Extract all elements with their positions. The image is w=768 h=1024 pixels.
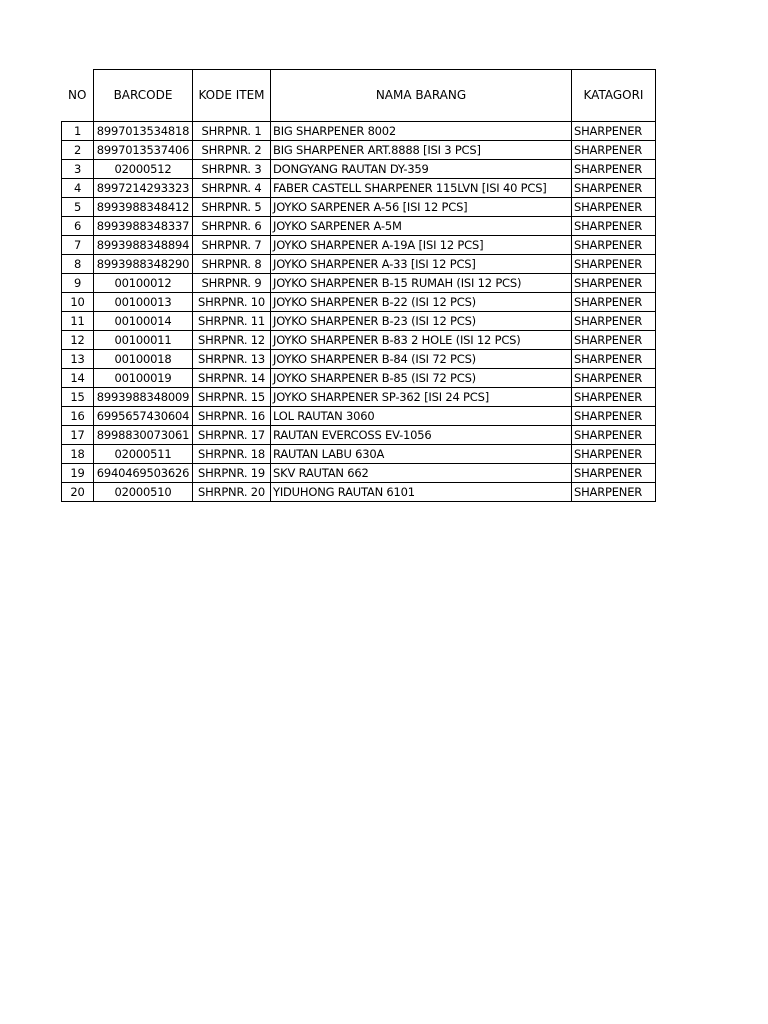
cell-kode-item: SHRPNR. 18 [193, 445, 271, 464]
table-row [62, 445, 656, 464]
cell-katagori: SHARPENER [572, 350, 656, 369]
cell-barcode: 6940469503626 [94, 464, 193, 483]
table-row [62, 255, 656, 274]
cell-no: 2 [62, 141, 94, 160]
cell-barcode: 00100011 [94, 331, 193, 350]
cell-nama-barang: JOYKO SARPENER A-5M [271, 217, 572, 236]
cell-no: 14 [62, 369, 94, 388]
cell-katagori: SHARPENER [572, 483, 656, 502]
table-row [62, 426, 656, 445]
cell-barcode: 8997013537406 [94, 141, 193, 160]
cell-nama-barang: JOYKO SHARPENER B-84 (ISI 72 PCS) [271, 350, 572, 369]
cell-nama-barang: RAUTAN EVERCOSS EV-1056 [271, 426, 572, 445]
cell-no: 6 [62, 217, 94, 236]
cell-barcode: 00100012 [94, 274, 193, 293]
cell-barcode: 00100019 [94, 369, 193, 388]
table-row [62, 312, 656, 331]
table-row [62, 369, 656, 388]
cell-barcode: 00100013 [94, 293, 193, 312]
cell-nama-barang: JOYKO SHARPENER B-83 2 HOLE (ISI 12 PCS) [271, 331, 572, 350]
cell-katagori: SHARPENER [572, 293, 656, 312]
cell-nama-barang: JOYKO SHARPENER B-85 (ISI 72 PCS) [271, 369, 572, 388]
header-no: NO [62, 70, 94, 122]
cell-barcode: 00100014 [94, 312, 193, 331]
cell-nama-barang: FABER CASTELL SHARPENER 115LVN [ISI 40 PCS] [271, 179, 572, 198]
table-row [62, 141, 656, 160]
cell-kode-item: SHRPNR. 12 [193, 331, 271, 350]
cell-kode-item: SHRPNR. 13 [193, 350, 271, 369]
cell-katagori: SHARPENER [572, 464, 656, 483]
table-row [62, 217, 656, 236]
cell-nama-barang: JOYKO SHARPENER A-19A [ISI 12 PCS] [271, 236, 572, 255]
cell-kode-item: SHRPNR. 11 [193, 312, 271, 331]
cell-nama-barang: LOL RAUTAN 3060 [271, 407, 572, 426]
table-row [62, 198, 656, 217]
cell-nama-barang: RAUTAN LABU 630A [271, 445, 572, 464]
cell-no: 20 [62, 483, 94, 502]
table-row [62, 293, 656, 312]
cell-barcode: 02000510 [94, 483, 193, 502]
cell-kode-item: SHRPNR. 5 [193, 198, 271, 217]
cell-nama-barang: JOYKO SHARPENER B-22 (ISI 12 PCS) [271, 293, 572, 312]
cell-no: 19 [62, 464, 94, 483]
cell-no: 17 [62, 426, 94, 445]
cell-barcode: 8993988348290 [94, 255, 193, 274]
cell-no: 11 [62, 312, 94, 331]
cell-katagori: SHARPENER [572, 369, 656, 388]
cell-no: 7 [62, 236, 94, 255]
table-row [62, 483, 656, 502]
table-row [62, 122, 656, 141]
cell-no: 18 [62, 445, 94, 464]
cell-kode-item: SHRPNR. 10 [193, 293, 271, 312]
table-body [62, 70, 656, 502]
cell-katagori: SHARPENER [572, 426, 656, 445]
header-nama-barang: NAMA BARANG [271, 70, 572, 122]
table-row [62, 407, 656, 426]
table-row [62, 179, 656, 198]
cell-katagori: SHARPENER [572, 331, 656, 350]
cell-katagori: SHARPENER [572, 388, 656, 407]
cell-kode-item: SHRPNR. 8 [193, 255, 271, 274]
cell-nama-barang: DONGYANG RAUTAN DY-359 [271, 160, 572, 179]
cell-nama-barang: JOYKO SARPENER A-56 [ISI 12 PCS] [271, 198, 572, 217]
cell-no: 13 [62, 350, 94, 369]
table-header-row [62, 70, 656, 122]
cell-kode-item: SHRPNR. 3 [193, 160, 271, 179]
cell-nama-barang: JOYKO SHARPENER A-33 [ISI 12 PCS] [271, 255, 572, 274]
cell-kode-item: SHRPNR. 16 [193, 407, 271, 426]
cell-barcode: 02000511 [94, 445, 193, 464]
table-row [62, 388, 656, 407]
cell-katagori: SHARPENER [572, 141, 656, 160]
table-row [62, 331, 656, 350]
cell-no: 5 [62, 198, 94, 217]
cell-barcode: 8997214293323 [94, 179, 193, 198]
cell-nama-barang: JOYKO SHARPENER SP-362 [ISI 24 PCS] [271, 388, 572, 407]
cell-no: 9 [62, 274, 94, 293]
cell-nama-barang: BIG SHARPENER ART.8888 [ISI 3 PCS] [271, 141, 572, 160]
cell-barcode: 8997013534818 [94, 122, 193, 141]
cell-katagori: SHARPENER [572, 445, 656, 464]
cell-kode-item: SHRPNR. 1 [193, 122, 271, 141]
cell-nama-barang: JOYKO SHARPENER B-23 (ISI 12 PCS) [271, 312, 572, 331]
cell-kode-item: SHRPNR. 15 [193, 388, 271, 407]
cell-barcode: 8993988348009 [94, 388, 193, 407]
cell-nama-barang: SKV RAUTAN 662 [271, 464, 572, 483]
cell-kode-item: SHRPNR. 9 [193, 274, 271, 293]
cell-kode-item: SHRPNR. 14 [193, 369, 271, 388]
cell-katagori: SHARPENER [572, 312, 656, 331]
cell-katagori: SHARPENER [572, 236, 656, 255]
cell-kode-item: SHRPNR. 19 [193, 464, 271, 483]
table-row [62, 274, 656, 293]
cell-barcode: 02000512 [94, 160, 193, 179]
cell-katagori: SHARPENER [572, 122, 656, 141]
cell-kode-item: SHRPNR. 4 [193, 179, 271, 198]
cell-kode-item: SHRPNR. 7 [193, 236, 271, 255]
cell-barcode: 00100018 [94, 350, 193, 369]
cell-no: 15 [62, 388, 94, 407]
cell-no: 4 [62, 179, 94, 198]
cell-katagori: SHARPENER [572, 198, 656, 217]
cell-no: 10 [62, 293, 94, 312]
cell-no: 1 [62, 122, 94, 141]
cell-nama-barang: YIDUHONG RAUTAN 6101 [271, 483, 572, 502]
cell-katagori: SHARPENER [572, 255, 656, 274]
cell-kode-item: SHRPNR. 2 [193, 141, 271, 160]
cell-katagori: SHARPENER [572, 217, 656, 236]
cell-katagori: SHARPENER [572, 179, 656, 198]
cell-barcode: 8993988348337 [94, 217, 193, 236]
cell-no: 12 [62, 331, 94, 350]
cell-barcode: 8998830073061 [94, 426, 193, 445]
cell-barcode: 8993988348894 [94, 236, 193, 255]
cell-barcode: 8993988348412 [94, 198, 193, 217]
cell-katagori: SHARPENER [572, 274, 656, 293]
cell-barcode: 6995657430604 [94, 407, 193, 426]
cell-katagori: SHARPENER [572, 407, 656, 426]
table-row [62, 350, 656, 369]
cell-kode-item: SHRPNR. 20 [193, 483, 271, 502]
cell-no: 16 [62, 407, 94, 426]
cell-kode-item: SHRPNR. 17 [193, 426, 271, 445]
cell-no: 3 [62, 160, 94, 179]
header-barcode: BARCODE [94, 70, 193, 122]
cell-nama-barang: BIG SHARPENER 8002 [271, 122, 572, 141]
cell-katagori: SHARPENER [572, 160, 656, 179]
cell-nama-barang: JOYKO SHARPENER B-15 RUMAH (ISI 12 PCS) [271, 274, 572, 293]
header-katagori: KATAGORI [572, 70, 656, 122]
table-row [62, 464, 656, 483]
sharpener-item-table [61, 69, 656, 502]
cell-no: 8 [62, 255, 94, 274]
header-kode-item: KODE ITEM [193, 70, 271, 122]
cell-kode-item: SHRPNR. 6 [193, 217, 271, 236]
table-row [62, 236, 656, 255]
table-row [62, 160, 656, 179]
